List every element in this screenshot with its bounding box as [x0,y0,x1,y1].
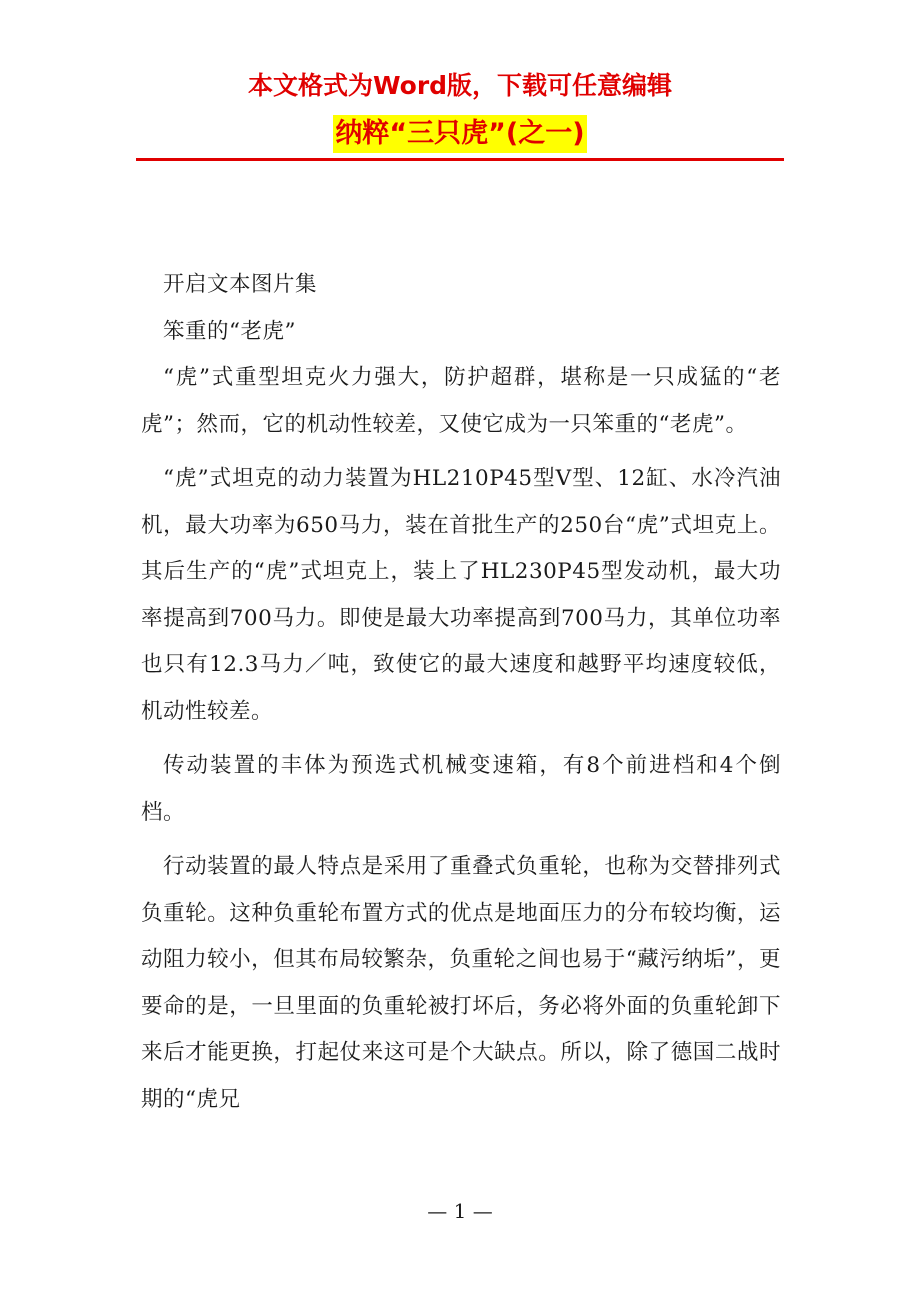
page-number: — 1 — [427,1199,493,1223]
title-container [0,115,920,153]
document-title: 纳粹“三只虎”(之一) [333,115,586,153]
paragraph-intro: “虎”式重型坦克火力强大，防护超群，堪称是一只成猛的“老虎”；然而，它的机动性较差，又使它成为一只笨重的“老虎”。 [141,365,781,437]
paragraph-running-gear: 行动装置的最人特点是采用了重叠式负重轮，也称为交替排列式负重轮。这种负重轮布置方式的优点是地面压力的分布较均衡，运动阻力较小，但其布局较繁杂，负重轮之间也易于“藏污纳垢”，更要命的是，一旦里面的负重轮被打坏后，务必将外面的负重轮卸下来后才能更换，打起仗来这可是个大缺点。所以，除了德国二战时期的“虎兄 [141,854,781,1112]
paragraph-power-unit: “虎”式坦克的动力装置为HL210P45型V型、12缸、水冷汽油机，最大功率为650马力，装在首批生产的250台“虎”式坦克上。其后生产的“虎”式坦克上，装上了HL230P45型发动机，最大功率提高到700马力。即使是最大功率提高到700马力，其单位功率也只有12.3马力／吨，致使它的最大速度和越野平均速度较低，机动性较差。 [141,466,781,724]
paragraph-transmission: 传动装置的丰体为预选式机械变速箱，有8个前进档和4个倒档。 [141,753,781,825]
paragraph-image-set: 开启文本图片集 [163,272,318,297]
title-divider [136,158,784,161]
paragraph-subheading: 笨重的“老虎” [163,318,296,344]
word-format-banner: 本文格式为Word版，下载可任意编辑 [247,71,673,100]
document-body [141,262,781,1123]
